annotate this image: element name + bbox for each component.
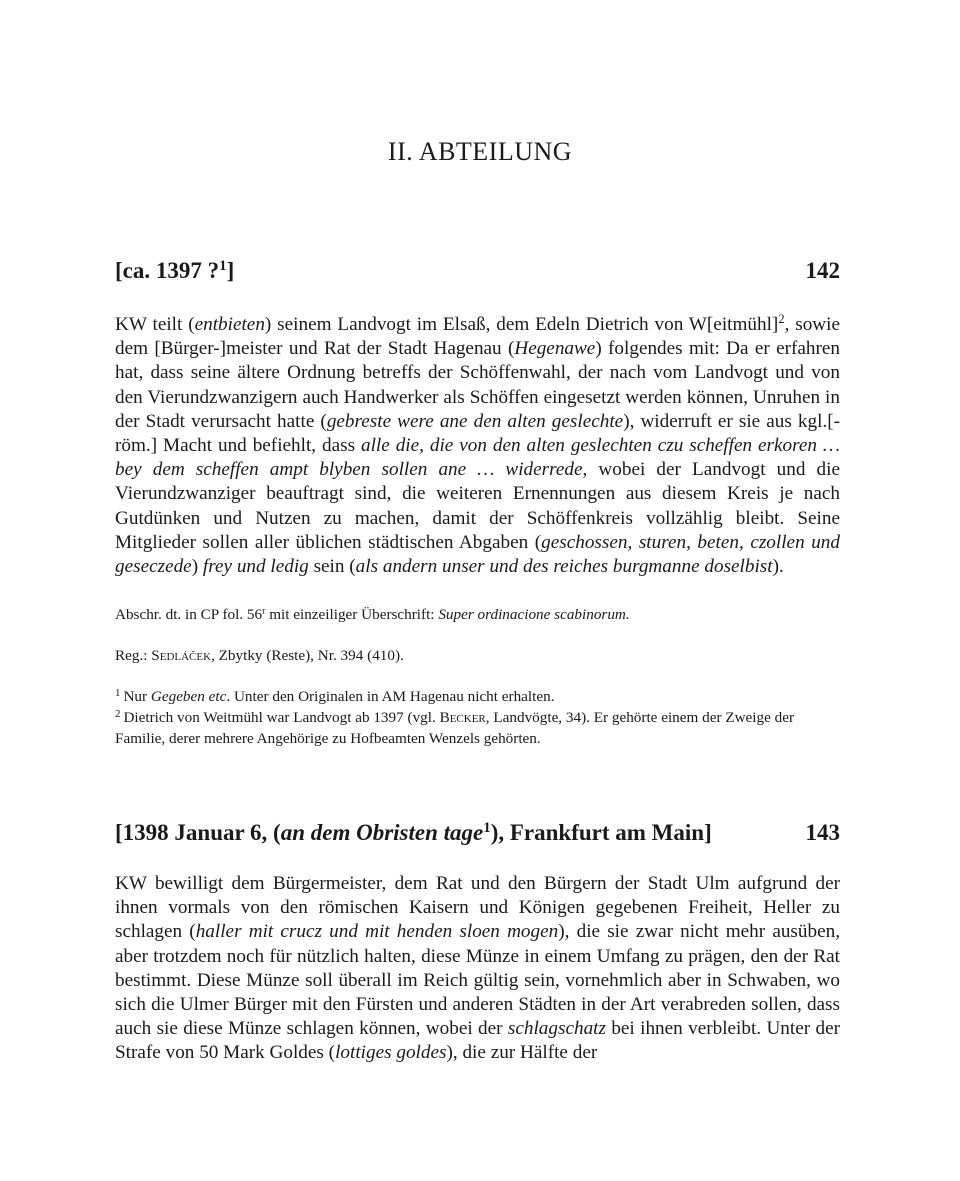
text-run: , Landvögte, 34). Er gehörte einem der Zweige der Familie, derer mehrere Angehörige zu Hofbeamten Wenzels gehörten. (115, 709, 795, 747)
footnote-mark: 1 (115, 687, 121, 700)
text-run: ), widerruft er sie aus kgl.[-röm.] Macht und befiehlt, dass (115, 410, 840, 457)
text-run: alle die, die von den alten geslechten czu scheffen erkoren … bey dem scheffen ampt blyben sollen ane … widerrede (115, 435, 840, 481)
text-run: mit einzeiliger Überschrift: (265, 606, 439, 623)
text-run: Abschr. dt. in CP fol. 56 (115, 606, 263, 623)
text-run: r (262, 605, 266, 617)
entry-summary (115, 872, 840, 1066)
text-run: Hegenawe (514, 338, 596, 360)
entry-date: [ca. 1397 ?$^1$] (115, 257, 235, 283)
text-run: 2 (778, 312, 785, 327)
text-run: Dietrich von Weitmühl war Landvogt ab 1397 (vgl. (123, 709, 440, 726)
text-run: bei ihnen verbleibt. Unter der Strafe von 50 Mark Goldes ( (115, 1018, 840, 1064)
text-run: . Unter den Originalen in AM Hagenau nicht erhalten. (226, 688, 555, 705)
text-run: ), die zur Hälfte der (446, 1042, 598, 1064)
text-run: haller mit crucz und mit henden sloen mogen (195, 921, 559, 943)
entry-summary (115, 313, 840, 579)
text-run: , sowie dem [Bürger-]meister und Rat der Stadt Hagenau ( (115, 314, 840, 360)
regest-reference (115, 645, 840, 666)
text-run: ) folgendes mit: Da er erfahren hat, dass seine ältere Ordnung betreffs der Schöffenwahl, der nach vom Landvogt und von den Vierundzwanzigern auch Handwerker als Schöffen eingesetzt werden können, Unruhen in der Stadt verursacht hatte ( (115, 338, 840, 432)
text-run: ), die sie zwar nicht mehr ausüben, aber trotzdem noch für nützlich halten, diese Münze in einem Umfang zu prägen, den der Rat bestimmt. Diese Münze soll überall im Reich gültig sein, vornehmlich aber in Schwaben, wo sich die Ulmer Bürger mit den Fürsten und anderen Städten in der Art verabreden sollen, dass auch sie diese Münze schlagen können, wobei der (115, 921, 840, 1040)
manuscript-note (115, 604, 840, 625)
text-run: Nur (123, 688, 151, 705)
footnote (115, 686, 840, 707)
text-run: lottiges goldes (335, 1042, 447, 1064)
text-run: Super ordinacione scabinorum. (438, 606, 630, 623)
entry-number: 142 (805, 258, 840, 283)
entry-heading-142 (115, 258, 840, 284)
text-run: geschossen, sturen, beten, czollen und geseczede (115, 531, 840, 578)
section-title: II. ABTEILUNG (387, 137, 573, 166)
text-run: KW bewilligt dem Bürgermeister, dem Rat und den Bürgern der Stadt Ulm aufgrund der ihnen vormals von den römischen Kaisern und Königen gegebenen Freiheit, Heller zu schlagen ( (115, 873, 840, 943)
text-run: Becker (439, 709, 486, 726)
entry-heading-143 (115, 820, 840, 846)
text-run: entbieten (194, 314, 265, 335)
text-run: , Zbytky (Reste), Nr. 394 (410). (211, 647, 404, 664)
text-run: , wobei der Landvogt und die Vierundzwanziger beauftragt sind, die weiteren Ernennungen aus diesem Kreis je nach Gutdünken und Nutzen zu machen, damit der Schöffenkreis vollzählig bleibt. Seine Mitglieder sollen aller üblichen städtischen Abgaben ( (115, 459, 840, 553)
footnote-mark: 2 (115, 708, 121, 721)
text-run: frey und ledig (202, 556, 309, 578)
entry-date: [1398 Januar 6, (an dem Obristen tage$^1$), Frankfurt am Main] (115, 819, 712, 845)
entry-number: 143 (805, 820, 840, 845)
text-run: Gegeben etc (150, 688, 227, 705)
text-run: Sedláček (151, 647, 212, 664)
text-run: sein ( (308, 556, 356, 578)
text-run: KW teilt ( (115, 314, 195, 335)
text-run: ) (191, 556, 203, 578)
text-run: ). (772, 556, 784, 578)
text-run: Reg.: (115, 647, 152, 664)
text-run: ) seinem Landvogt im Elsaß, dem Edeln Dietrich von W[eitmühl] (264, 314, 779, 335)
footnote (115, 707, 840, 749)
text-run: gebreste were ane den alten geslechte (326, 410, 624, 432)
text-run: schlagschatz (507, 1018, 606, 1040)
text-run: als andern unser und des reiches burgmanne doselbist (355, 556, 773, 578)
